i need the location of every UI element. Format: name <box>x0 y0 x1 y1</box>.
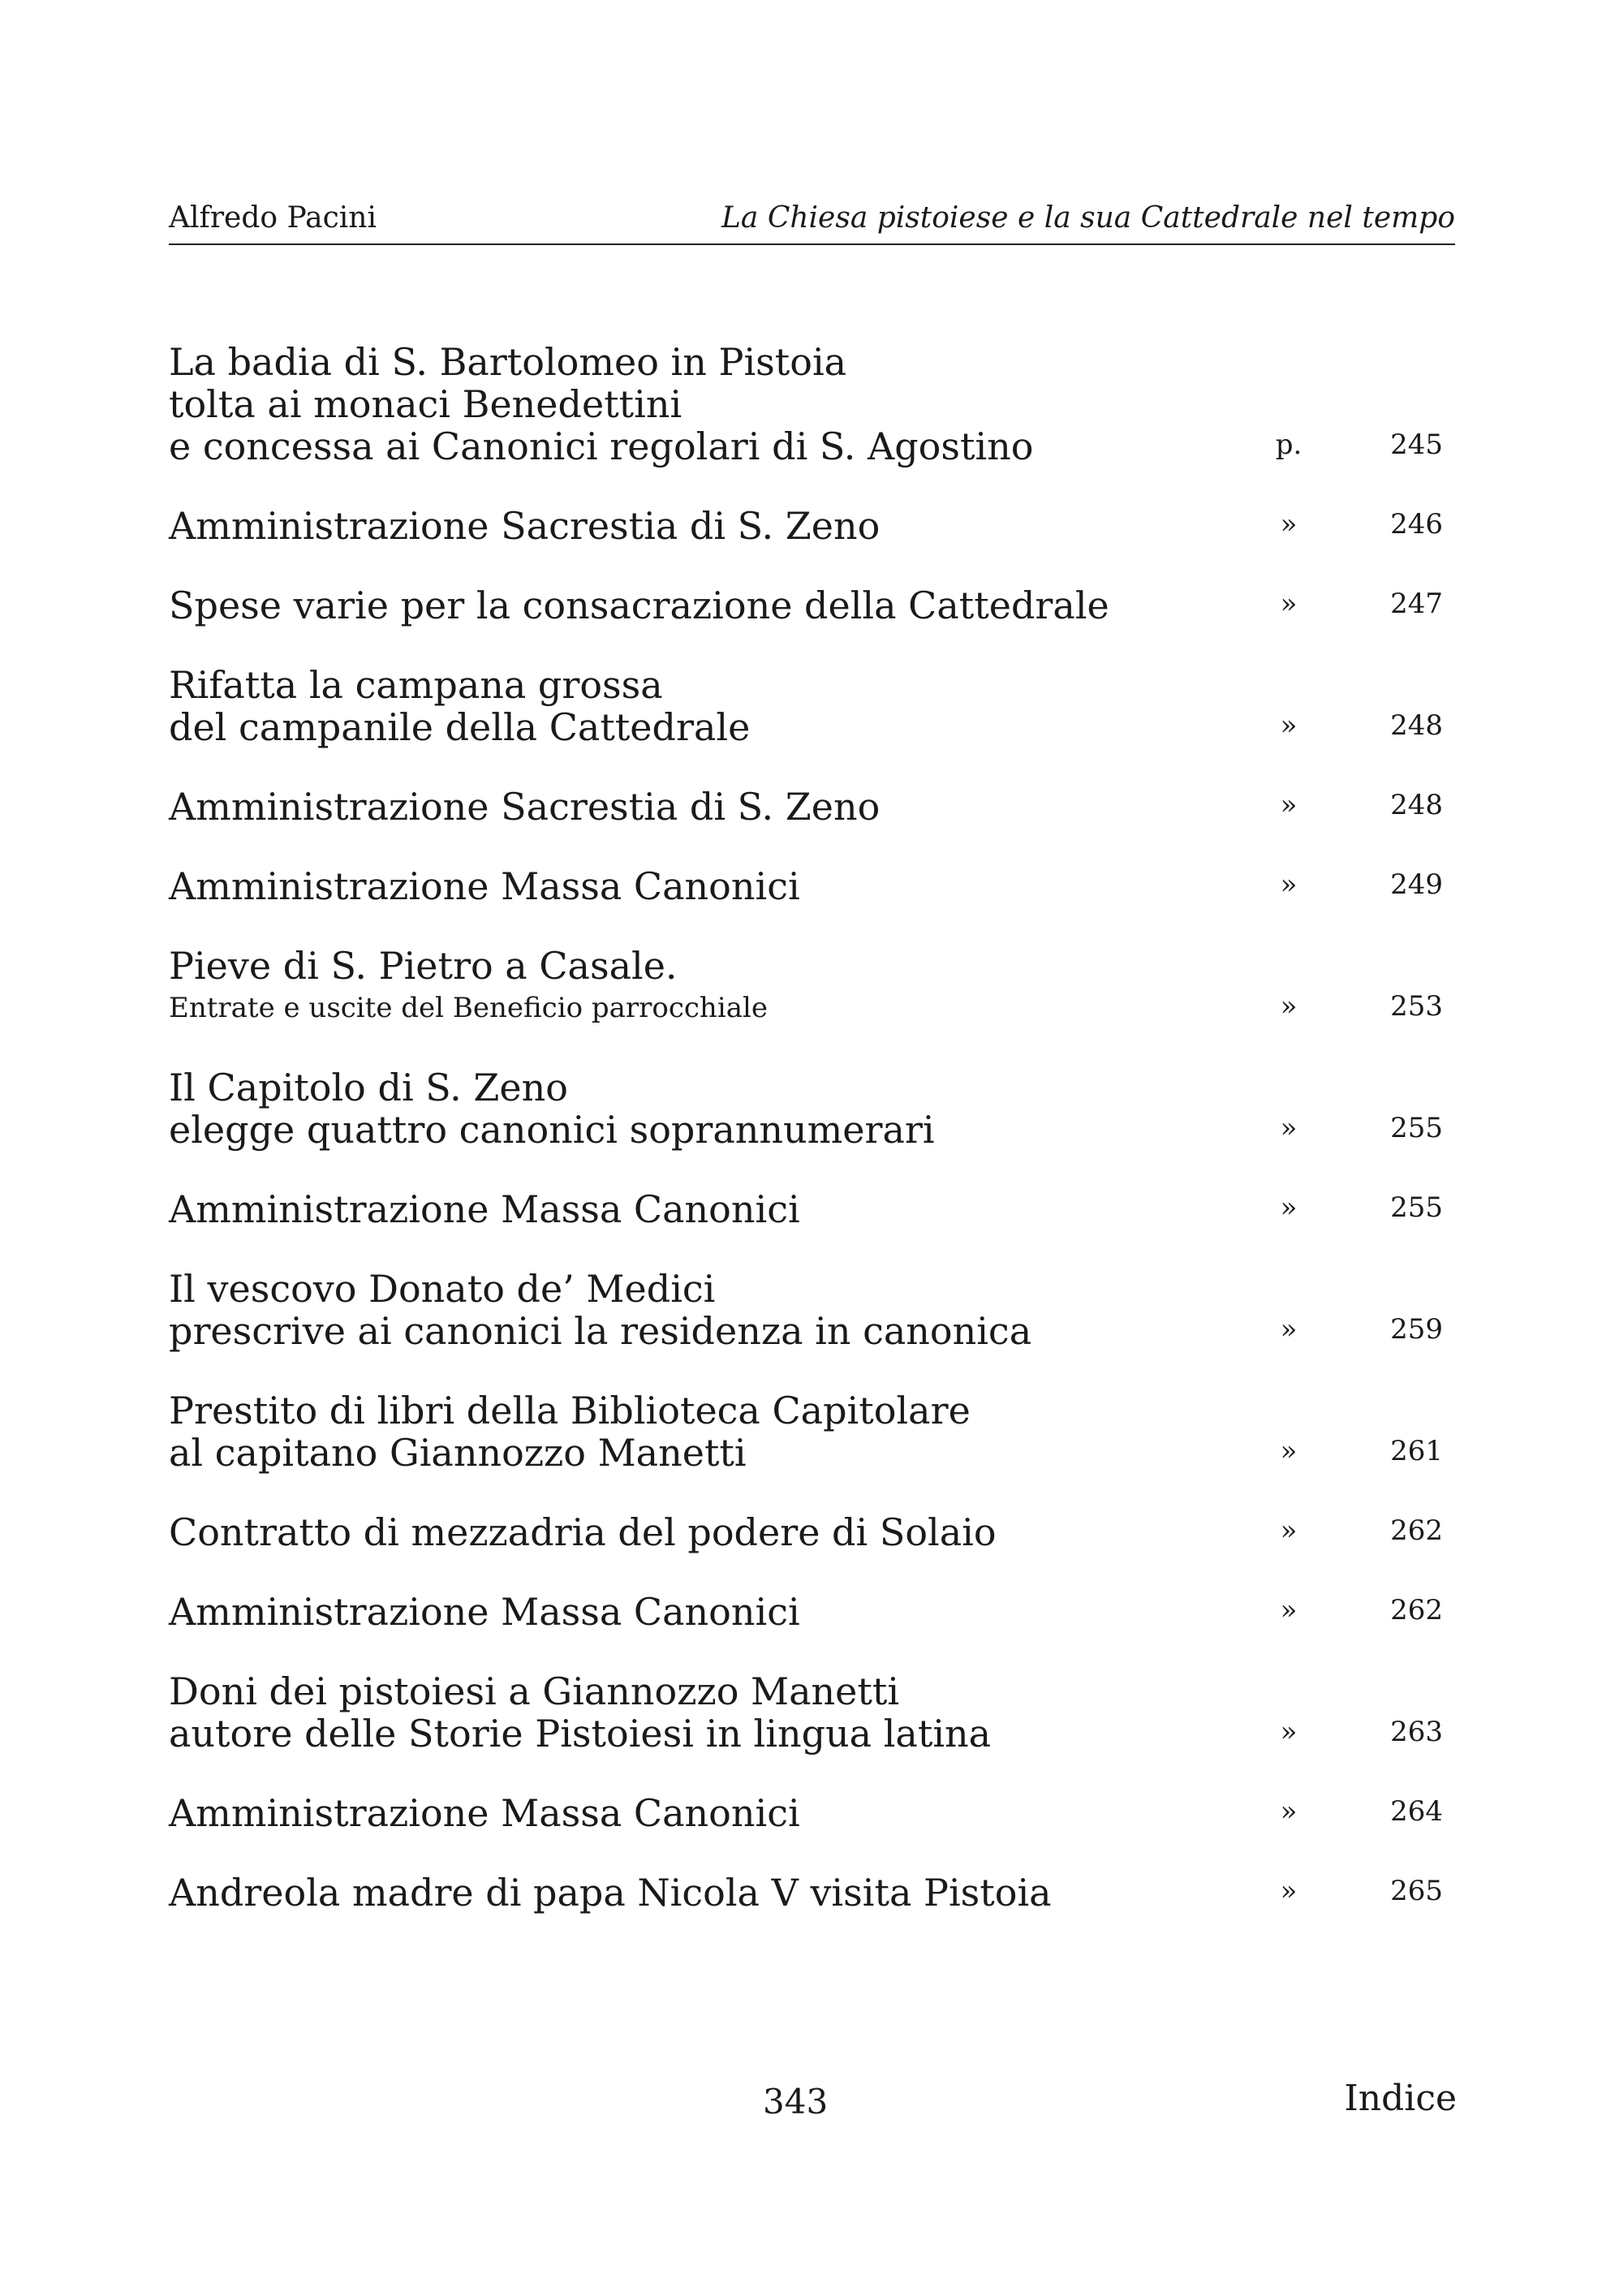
toc-entry-page-number: 255 <box>1390 1112 1443 1144</box>
toc-entry-page-number: 248 <box>1390 789 1443 821</box>
toc-entry <box>169 505 1451 547</box>
toc-entry-page-number: 265 <box>1390 1875 1443 1907</box>
toc-entry-page-mark: » <box>1280 1313 1298 1346</box>
toc-entry-line: Amministrazione Sacrestia di S. Zeno <box>169 504 881 548</box>
table-of-contents <box>169 341 1451 1951</box>
toc-entry-line: Il vescovo Donato de’ Medici <box>169 1267 716 1311</box>
toc-entry-title <box>169 865 1224 907</box>
toc-entry-title <box>169 1389 1224 1474</box>
author-name: Alfredo Pacini <box>169 201 377 235</box>
book-title: La Chiesa pistoiese e la sua Cattedrale nel tempo <box>721 201 1455 235</box>
toc-entry-line: elegge quattro canonici soprannumerari <box>169 1108 935 1152</box>
toc-entry <box>169 1188 1451 1230</box>
toc-entry-line: al capitano Giannozzo Manetti <box>169 1431 747 1475</box>
toc-entry-line: Amministrazione Massa Canonici <box>169 1791 800 1835</box>
toc-entry-line: La badia di S. Bartolomeo in Pistoia <box>169 340 847 384</box>
toc-entry-title <box>169 786 1224 828</box>
toc-entry <box>169 945 1451 1029</box>
toc-entry-line: del campanile della Cattedrale <box>169 705 751 749</box>
toc-entry-line: prescrive ai canonici la residenza in canonica <box>169 1309 1032 1353</box>
toc-entry-page-number: 248 <box>1390 709 1443 742</box>
toc-entry-page-mark: » <box>1280 1716 1298 1748</box>
toc-entry-page-number: 262 <box>1390 1594 1443 1626</box>
toc-entry-line: Andreola madre di papa Nicola V visita Pistoia <box>169 1871 1052 1915</box>
toc-entry-page-mark: » <box>1280 1594 1298 1626</box>
toc-entry-title <box>169 584 1224 627</box>
toc-entry-page-mark: » <box>1280 789 1298 821</box>
toc-entry-title <box>169 1268 1224 1352</box>
toc-entry <box>169 786 1451 828</box>
toc-entry-page-mark: » <box>1280 1435 1298 1467</box>
toc-entry-title <box>169 341 1224 467</box>
toc-entry-page-number: 261 <box>1390 1435 1443 1467</box>
toc-entry-title <box>169 1591 1224 1633</box>
toc-entry-title <box>169 1872 1224 1914</box>
toc-entry-page-mark: » <box>1280 1191 1298 1224</box>
toc-entry-line: Entrate e uscite del Beneficio parrocchiale <box>169 992 768 1024</box>
toc-entry <box>169 865 1451 907</box>
toc-entry <box>169 1872 1451 1914</box>
toc-entry-line: Il Capitolo di S. Zeno <box>169 1066 568 1109</box>
page-number: 343 <box>763 2082 829 2122</box>
toc-entry <box>169 1066 1451 1151</box>
toc-entry-line: autore delle Storie Pistoiesi in lingua latina <box>169 1712 992 1755</box>
toc-entry <box>169 341 1451 467</box>
toc-entry-title <box>169 1670 1224 1755</box>
toc-entry-page-mark: » <box>1280 1795 1298 1828</box>
toc-entry-line: Amministrazione Massa Canonici <box>169 1187 800 1231</box>
toc-entry-page-number: 247 <box>1390 588 1443 620</box>
toc-entry-line: Spese varie per la consacrazione della Cattedrale <box>169 584 1109 627</box>
toc-entry-line: Amministrazione Massa Canonici <box>169 864 800 908</box>
toc-entry-title <box>169 945 1224 1029</box>
toc-entry <box>169 1670 1451 1755</box>
toc-entry-page-mark: » <box>1280 588 1298 620</box>
toc-entry <box>169 1389 1451 1474</box>
toc-entry-line: e concessa ai Canonici regolari di S. Agostino <box>169 424 1034 468</box>
toc-entry-title <box>169 1066 1224 1151</box>
running-header <box>169 196 1455 245</box>
toc-entry-page-number: 246 <box>1390 508 1443 541</box>
toc-entry-line: Pieve di S. Pietro a Casale. <box>169 944 678 988</box>
toc-entry-title <box>169 1792 1224 1834</box>
toc-entry-line: Prestito di libri della Biblioteca Capitolare <box>169 1389 971 1432</box>
toc-entry-title <box>169 505 1224 547</box>
section-label: Indice <box>1344 2078 1457 2119</box>
toc-entry-page-mark: » <box>1280 1875 1298 1907</box>
toc-entry-page-number: 253 <box>1390 990 1443 1023</box>
toc-entry <box>169 1591 1451 1633</box>
toc-entry-line: tolta ai monaci Benedettini <box>169 382 682 426</box>
toc-entry-page-number: 245 <box>1390 429 1443 461</box>
toc-entry-page-number: 263 <box>1390 1716 1443 1748</box>
toc-entry-page-number: 249 <box>1390 868 1443 901</box>
toc-entry <box>169 584 1451 627</box>
toc-entry-page-number: 264 <box>1390 1795 1443 1828</box>
toc-entry-page-mark: » <box>1280 508 1298 541</box>
toc-entry-page-mark: » <box>1280 709 1298 742</box>
toc-entry <box>169 1268 1451 1352</box>
toc-entry-line: Rifatta la campana grossa <box>169 663 663 707</box>
toc-entry-line: Amministrazione Massa Canonici <box>169 1590 800 1634</box>
toc-entry <box>169 1792 1451 1834</box>
toc-entry-title <box>169 1188 1224 1230</box>
toc-entry-page-mark: » <box>1280 990 1298 1023</box>
toc-entry-page-mark: p. <box>1275 429 1303 461</box>
toc-entry-line: Contratto di mezzadria del podere di Solaio <box>169 1510 997 1554</box>
toc-entry-page-mark: » <box>1280 868 1298 901</box>
toc-entry-title <box>169 1511 1224 1553</box>
toc-entry-page-mark: » <box>1280 1112 1298 1144</box>
toc-entry-line: Amministrazione Sacrestia di S. Zeno <box>169 785 881 829</box>
toc-entry-page-number: 259 <box>1390 1313 1443 1346</box>
toc-entry-page-mark: » <box>1280 1514 1298 1547</box>
toc-entry-page-number: 255 <box>1390 1191 1443 1224</box>
toc-entry-page-number: 262 <box>1390 1514 1443 1547</box>
toc-entry <box>169 1511 1451 1553</box>
toc-entry <box>169 664 1451 748</box>
header-rule <box>169 243 1455 245</box>
toc-entry-title <box>169 664 1224 748</box>
toc-entry-line: Doni dei pistoiesi a Giannozzo Manetti <box>169 1669 900 1713</box>
